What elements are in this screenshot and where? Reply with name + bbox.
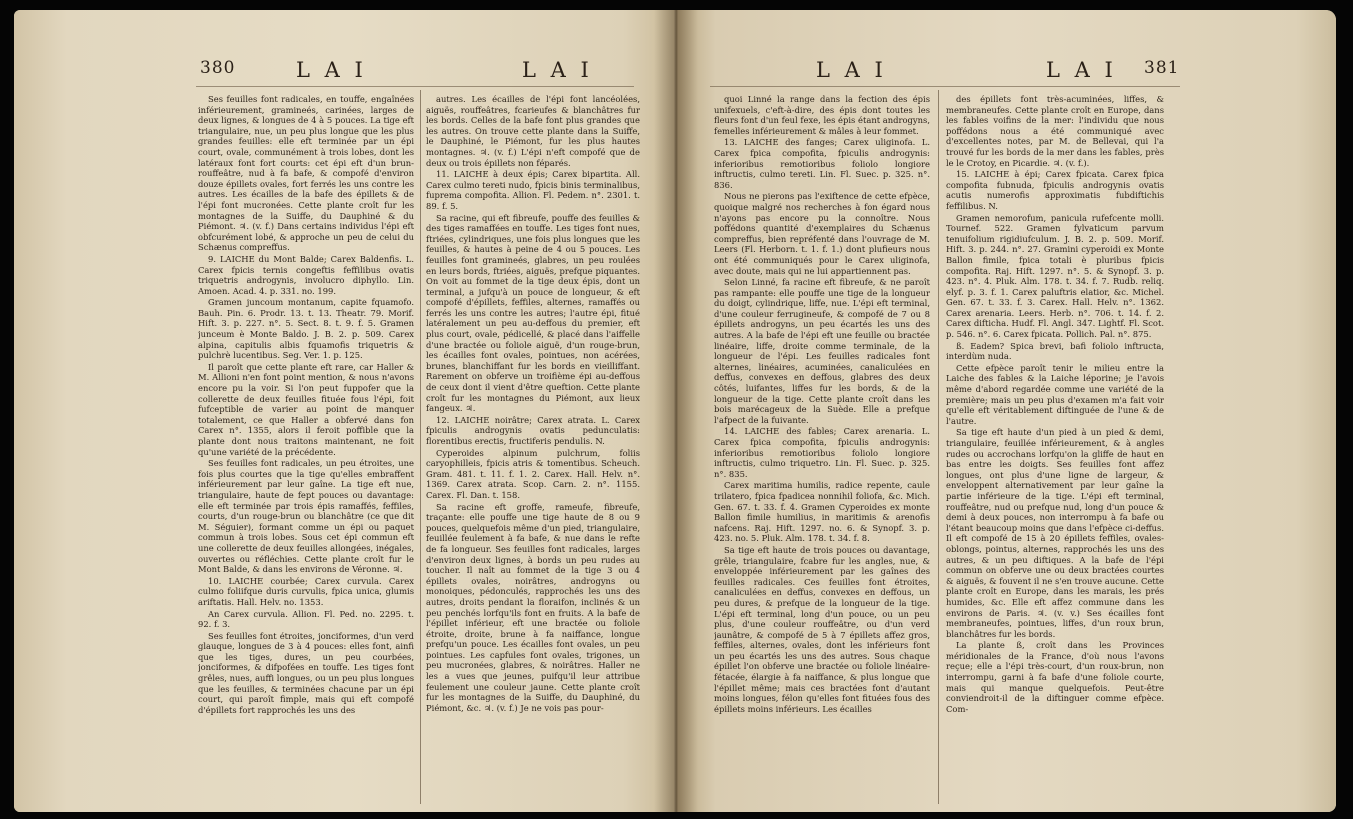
- paragraph: Il paroît que cette plante eft rare, car Haller & M. Allioni n'en font point mention, & nous n'avons encore pu la voir. Si l'on peut fuppofer que la collerette de deux feuilles fituée fous l'épi, foit fufceptible de varier au point de manquer totalement, ce que Haller a obfervé dans fon Carex n°. 1355, alors il feroit poffible que la plante dont nous traitons maintenant, ne foit qu'une variété de la précédente.: [198, 361, 414, 457]
- paragraph: 10. LAICHE courbée; Carex curvula. Carex culmo foliifque duris curvulis, fpica unica, glumis ariftatis. Hall. Helv. no. 1353.: [198, 575, 414, 607]
- paragraph: Ses feuilles font radicales, en touffe, engaînées inférieurement, gramineés, carinées, larges de deux lignes, & longues de 4 à 5 pouces. La tige eft triangulaire, nue, un peu plus longue que les plus grandes feuilles: elle eft terminée par un épi court, ovale, communément à trois lobes, dont les latéraux font fort courts: cet épi eft d'un brun-rouffeâtre, nud à fa bafe, & compofé d'environ douze épillets ovales, fort ferrés les uns contre les autres. Les écailles de la bafe des épillets & de l'épi font mucronées. Cette plante croît fur les montagnes de la Suiffe, du Dauphiné & du Piémont. ♃. (v. f.) Dans certains individus l'épi eft obfcurément lobé, & approche un peu de celui du Schænus compreffus.: [198, 94, 414, 253]
- paragraph: 12. LAICHE noirâtre; Carex atrata. L. Carex fpiculis androgynis ovatis pedunculatis: florentibus erectis, fructiferis pendulis. N.: [426, 414, 640, 446]
- paragraph: An Carex curvula. Allion. Fl. Ped. no. 2295. t. 92. f. 3.: [198, 608, 414, 630]
- paragraph: Sa tige eft haute d'un pied à un pied & demi, triangulaire, feuillée inférieurement, & à angles rudes ou accrochans lorfqu'on la gliffe de haut en bas entre les doigts. Ses feuilles font affez longues, ont plus d'une ligne de largeur, & enveloppent alternativement par leur gaîne la partie inférieure de la tige. L'épi eft terminal, rouffeâtre, nud ou prefque nud, long d'un pouce & demi à deux pouces, non interrompu à fa bafe ou l'étant beaucoup moins que dans l'efpèce ci-deffus. Il eft compofé de 15 à 20 épillets feffiles, ovales-oblongs, pointus, alternes, rapprochés les uns des autres, & un peu diftiques. A la bafe de l'épi commun on obferve une ou deux bractées courtes & aiguës, & fouvent il ne s'en trouve aucune. Cette plante croît en Europe, dans les marais, les prés humides, &c. Elle eft affez commune dans les environs de Paris. ♃. (v. v.) Ses écailles font membraneufes, pointues, liffes, d'un roux brun, blanchâtres fur les bords.: [946, 427, 1164, 639]
- running-title: L A I: [816, 58, 887, 82]
- paragraph: Cyperoides alpinum pulchrum, foliis caryophilleis, fpicis atris & tomentibus. Scheuch. Gram. 481. t. 11. f. 1. 2. Carex. Hall. Helv. n°. 1369. Carex atrata. Scop. Carn. 2. n°. 1155. Carex. Fl. Dan. t. 158.: [426, 447, 640, 500]
- paragraph: Gramen juncoum montanum, capite fquamofo. Bauh. Pin. 6. Prodr. 13. t. 13. Theatr. 79. Morif. Hift. 3. p. 227. n°. 5. Sect. 8. t. 9. f. 5. Gramen junceum è Monte Baldo. J. B. 2. p. 509. Carex alpina, capitulis albis fquamofis triquetris & pulchrè lucentibus. Seg. Ver. 1. p. 125.: [198, 297, 414, 361]
- paragraph: 14. LAICHE des fables; Carex arenaria. L. Carex fpica compofita, fpiculis androgynis: inferioribus remotioribus foliolo longiore inftructis, culmo triquetro. Lin. Fl. Suec. p. 325. n°. 835.: [714, 426, 930, 479]
- left-page: [14, 10, 676, 812]
- running-title: L A I: [1046, 58, 1117, 82]
- left-page-column-2: [426, 94, 640, 806]
- paragraph: 11. LAICHE à deux épis; Carex bipartita. All. Carex culmo tereti nudo, fpicis binis terminalibus, fuprema compofita. Allion. Fl. Pedem. n°. 2301. t. 89. f. 5.: [426, 169, 640, 211]
- paragraph: quoi Linné la range dans la fection des épis unifexuels, c'eft-à-dire, des épis dont toutes les fleurs font d'un feul fexe, les épis étant androgyns, femelles inférieurement & mâles à leur fommet.: [714, 94, 930, 136]
- paragraph: des épillets font très-acuminées, liffes, & membraneufes. Cette plante croît en Europe, dans les fables voifins de la mer: l'individu que nous poffédons nous a été communiqué avec d'excellentes notes, par M. de Bellevai, qui l'a trouvé fur les bords de la mer dans les fables, près le le Crotoy, en Picardie. ♃. (v. f.).: [946, 94, 1164, 168]
- paragraph: Ses feuilles font étroites, jonciformes, d'un verd glauque, longues de 3 à 4 pouces: elles font, ainfi que les tiges, dures, un peu courbées, jonciformes, & difpofées en touffe. Les tiges font grêles, nues, auffi longues, ou un peu plus longues que les feuilles, & terminées chacune par un épi court, qui paroît fimple, mais qui eft compofé d'épillets fort rapprochés les uns des: [198, 630, 414, 715]
- paragraph: La plante ß, croît dans les Provinces méridionales de la France, d'où nous l'avons reçue; elle a l'épi très-court, d'un roux-brun, non interrompu, garni à fa bafe d'une foliole courte, mais qui manque quelquefois. Peut-être conviendroit-il de la diftinguer comme efpèce. Com-: [946, 640, 1164, 714]
- book-scan: [14, 10, 1336, 812]
- paragraph: Carex maritima humilis, radice repente, caule trilatero, fpica fpadicea nonnihil foliofa, &c. Mich. Gen. 67. t. 33. f. 4. Gramen Cyperoides ex monte Ballon fimile humilius, in maritimis & arenofis nafcens. Raj. Hift. 1297. no. 6. & Synopf. 3. p. 423. no. 5. Pluk. Alm. 178. t. 34. f. 8.: [714, 480, 930, 544]
- paragraph: 9. LAICHE du Mont Balde; Carex Baldenfis. L. Carex fpicis ternis congeftis feffilibus ovatis triquetris androgynis, involucro diphyllo. Lin. Amoen. Acad. 4. p. 331. no. 199.: [198, 253, 414, 296]
- paragraph: Nous ne pierons pas l'exiftence de cette efpèce, quoique malgré nos recherches à fon égard nous n'ayons pas encore pu la connoître. Nous poffédons quantité d'exemplaires du Schænus compreffus, bien repréfenté dans l'ouvrage de M. Leers (Fl. Herborn. t. 1. f. 1.) dont plufieurs nous ont été communiqués pour le Carex uliginofa, avec doute, mais qui ne lui appartiennent pas.: [714, 191, 930, 276]
- right-page-column-1: [714, 94, 930, 806]
- paragraph: Sa tige eft haute de trois pouces ou davantage, grêle, triangulaire, fcabre fur les angles, nue, & enveloppée inférieurement par les gaînes des feuilles radicales. Ces feuilles font étroites, canaliculées en deffus, convexes en deffous, un peu dures, & prefque de la longueur de la tige. L'épi eft terminal, long d'un pouce, ou un peu plus, d'une couleur rouffeâtre, ou d'un verd jaunâtre, & compofé de 5 à 7 épillets affez gros, feffiles, alternes, ovales, dont les inférieurs font un peu écartés les uns des autres. Sous chaque épillet l'on obferve une bractée ou foliole linéaire-fétacée, élargie à fa naiffance, & plus longue que l'épillet même; mais ces bractées font d'autant moins longues, félon qu'elles font fituées fous des épillets moins inférieurs. Les écailles: [714, 544, 930, 714]
- running-title: L A I: [522, 58, 593, 82]
- running-title: L A I: [296, 58, 367, 82]
- paragraph: Cette efpèce paroît tenir le milieu entre la Laiche des fables & la Laiche léporine; je l'avois même d'abord regardée comme une variété de la première; mais un peu plus d'examen m'a fait voir qu'elle eft véritablement diftinguée de l'une & de l'autre.: [946, 362, 1164, 426]
- paragraph: Ses feuilles font radicales, un peu étroites, une fois plus courtes que la tige qu'elles embraffent inférieurement par leur gaîne. La tige eft nue, triangulaire, haute de fept pouces ou davantage: elle eft terminée par trois épis ramaffés, feffiles, courts, d'un rouge-brun ou blanchâtre (ce que dit M. Séguier), formant comme un épi ou paquet commun à trois lobes. Sous cet épi commun eft une collerette de deux feuilles allongées, inégales, ouvertes ou réfléchies. Cette plante croît fur le Mont Balde, & dans les environs de Véronne. ♃.: [198, 458, 414, 575]
- paragraph: Gramen nemorofum, panicula rufefcente molli. Tournef. 522. Gramen fylvaticum parvum tenuifolium rigidiufculum. J. B. 2. p. 509. Morif. Hift. 3. p. 244. n°. 27. Gramini cyperoidi ex Monte Ballon fimile, fpica totali è pluribus fpicis compofita. Raj. Hift. 1297. n°. 5. & Synopf. 3. p. 423. n°. 4. Pluk. Alm. 178. t. 34. f. 7. Rudb. reliq. elyf. p. 3. f. 1. Carex paluftris elatior, &c. Michel. Gen. 67. t. 33. f. 3. Carex. Hall. Helv. n°. 1362. Carex arenaria. Leers. Herb. n°. 706. t. 14. f. 2. Carex difticha. Hudf. Fl. Angl. 347. Lightf. Fl. Scot. p. 546. n°. 6. Carex fpicata. Pollich. Pal. n°. 875.: [946, 212, 1164, 340]
- page-number: 381: [1144, 58, 1180, 78]
- paragraph: Selon Linné, fa racine eft fibreufe, & ne paroît pas rampante: elle pouffe une tige de la longueur du doigt, cylindrique, liffe, nue. L'épi eft terminal, d'une couleur ferrugineufe, & compofé de 7 ou 8 épillets androgyns, un peu écartés les uns des autres. A la bafe de l'épi eft une feuille ou bractée linéaire, liffe, droite comme terminale, de la longueur de l'épi. Les feuilles radicales font alternes, linéaires, acuminées, canaliculées en deffus, convexes en deffous, glabres des deux côtés, luifantes, liffes fur les bords, & de la longueur de la tige. Cette plante croît dans les bois marécageux de la Suède. Elle a prefque l'afpect de la fuivante.: [714, 277, 930, 425]
- page-number: 380: [200, 58, 236, 78]
- right-page-column-2: [946, 94, 1164, 806]
- column-rule: [938, 90, 939, 804]
- left-page-column-1: [198, 94, 414, 806]
- paragraph: Sa racine, qui eft fibreufe, pouffe des feuilles & des tiges ramaffées en touffe. Les tiges font nues, ftriées, cylindriques, une fois plus longues que les feuilles, & hautes à peine de 4 ou 5 pouces. Les feuilles font gramineés, glabres, un peu roulées en leurs bords, ftriées, aiguës, prefque piquantes. On voit au fommet de la tige deux épis, dont un terminal, a jufqu'à un pouce de longueur, & eft compofé d'épillets, feffiles, alternes, ramaffés ou ferrés les uns contre les autres; l'autre épi, fitué latéralement un peu au-deffous du premier, eft plus court, ovale, pédicellé, & placé dans l'aiffelle d'une bractée ou foliole aiguë, d'un rouge-brun, les écailles font ovales, pointues, non acérées, brunes, blanchiffant fur les bords en vieilliffant. Rarement on obferve un troifième épi au-deffous de ceux dont il vient d'être queftion. Cette plante croît fur les montagnes du Piémont, aux lieux fangeux. ♃.: [426, 212, 640, 414]
- right-page-header: [676, 58, 1336, 84]
- column-rule: [420, 90, 421, 804]
- book-gutter: [654, 10, 698, 812]
- paragraph: 15. LAICHE à épi; Carex fpicata. Carex fpica compofita fubnuda, fpiculis androgynis ovatis acutis numerofis approximatis fubdiftichis feffilibus. N.: [946, 169, 1164, 211]
- paragraph: 13. LAICHE des fanges; Carex uliginofa. L. Carex fpica compofita, fpiculis androgynis: inferioribus remotioribus foliolo longiore inftructis, culmo tereti. Lin. Fl. Suec. p. 325. n°. 836.: [714, 137, 930, 190]
- paragraph: ß. Eadem? Spica brevi, bafi foliolo inftructa, interdùm nuda.: [946, 340, 1164, 362]
- paragraph: Sa racine eft groffe, rameufe, fibreufe, traçante: elle pouffe une tige haute de 8 ou 9 pouces, quelquefois même d'un pied, triangulaire, feuillée feulement à fa bafe, & nue dans le refte de fa longueur. Ses feuilles font radicales, larges d'environ deux lignes, à bords un peu rudes au toucher. Il naît au fommet de la tige 3 ou 4 épillets ovales, noirâtres, androgyns ou monoiques, pédonculés, rapprochés les uns des autres, droits pendant la floraifon, inclinés & un peu penchés lorfqu'ils font en fruits. A la bafe de l'épillet inférieur, eft une bractée ou foliole étroite, droite, brune à fa naiffance, longue prefqu'un pouce. Les écailles font ovales, un peu pointues. Les capfules font ovales, trigones, un peu mucronées, glabres, & noirâtres. Haller ne les a vues que jeunes, puifqu'il leur attribue feulement une couleur jaune. Cette plante croît fur les montagnes de la Suiffe, du Dauphiné, du Piémont, &c. ♃. (v. f.) Je ne vois pas pour-: [426, 501, 640, 713]
- right-page: [676, 10, 1336, 812]
- paragraph: autres. Les écailles de l'épi font lancéolées, aiguës, rouffeâtres, fcarieufes & blanchâtres fur les bords. Celles de la bafe font plus grandes que les autres. On trouve cette plante dans la Suiffe, le Dauphiné, le Piémont, fur les plus hautes montagnes. ♃. (v. f.) L'épi n'eft compofé que de deux ou trois épillets non féparés.: [426, 94, 640, 168]
- left-page-header: [14, 58, 676, 84]
